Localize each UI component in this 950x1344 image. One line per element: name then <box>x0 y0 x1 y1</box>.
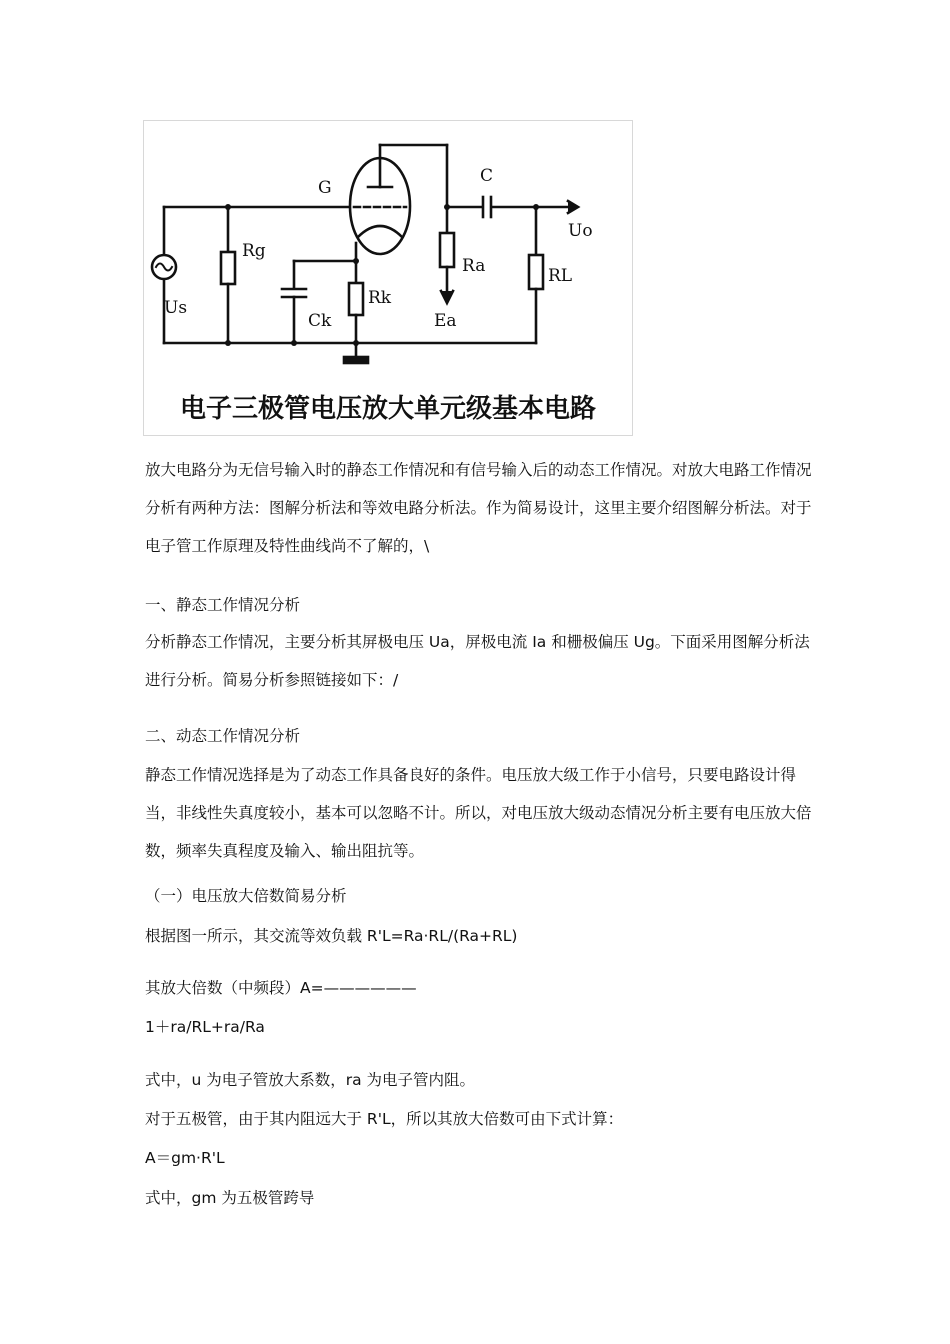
label-ea: Ea <box>434 311 457 331</box>
label-output: Uo <box>568 221 593 241</box>
paragraph-note2: 式中，gm 为五极管跨导 <box>145 1189 315 1207</box>
paragraph-dynamic: 静态工作情况选择是为了动态工作具备良好的条件。电压放大级工作于小信号，只要电路设计得当，非线性失真度较小，基本可以忽略不计。所以，对电压放大级动态情况分析主要有电压放大倍数，频率失真程度及输入、输出阻抗等。 <box>145 766 812 860</box>
paragraph-gain: 其放大倍数（中频段）A=—————— <box>145 979 417 997</box>
label-capacitor: C <box>480 166 494 186</box>
label-ck: Ck <box>308 311 332 331</box>
heading-static-analysis: 一、静态工作情况分析 <box>145 596 301 614</box>
label-ra: Ra <box>462 256 486 276</box>
circuit-figure <box>143 120 633 436</box>
label-rg: Rg <box>242 241 266 261</box>
paragraph-intro: 放大电路分为无信号输入时的静态工作情况和有信号输入后的动态工作情况。对放大电路工作情况分析有两种方法：图解分析法和等效电路分析法。作为简易设计，这里主要介绍图解分析法。对于电子管工作原理及特性曲线尚不了解的，\ <box>145 461 812 555</box>
paragraph-load: 根据图一所示，其交流等效负载 R'L=Ra·RL/(Ra+RL) <box>145 927 518 945</box>
heading-dynamic-analysis: 二、动态工作情况分析 <box>145 727 301 745</box>
label-rk: Rk <box>368 288 392 308</box>
heading-gain-analysis: （一）电压放大倍数简易分析 <box>145 887 347 905</box>
paragraph-note1: 式中，u 为电子管放大系数，ra 为电子管内阻。 <box>145 1071 476 1089</box>
triode-amplifier-schematic <box>144 121 632 435</box>
figure-caption: 电子三极管电压放大单元级基本电路 <box>179 394 597 424</box>
label-rl: RL <box>548 266 573 286</box>
formula-pentode-gain: A＝gm·R'L <box>145 1149 225 1167</box>
paragraph-static: 分析静态工作情况，主要分析其屏极电压 Ua，屏极电流 Ia 和栅极偏压 Ug。下面采用图解分析法进行分析。简易分析参照链接如下：/ <box>145 633 810 689</box>
label-source: Us <box>164 298 188 318</box>
gain-denominator: 1＋ra/RL+ra/Ra <box>145 1018 265 1036</box>
paragraph-pentode: 对于五极管，由于其内阻远大于 R'L，所以其放大倍数可由下式计算： <box>145 1110 624 1128</box>
label-grid: G <box>318 178 332 198</box>
